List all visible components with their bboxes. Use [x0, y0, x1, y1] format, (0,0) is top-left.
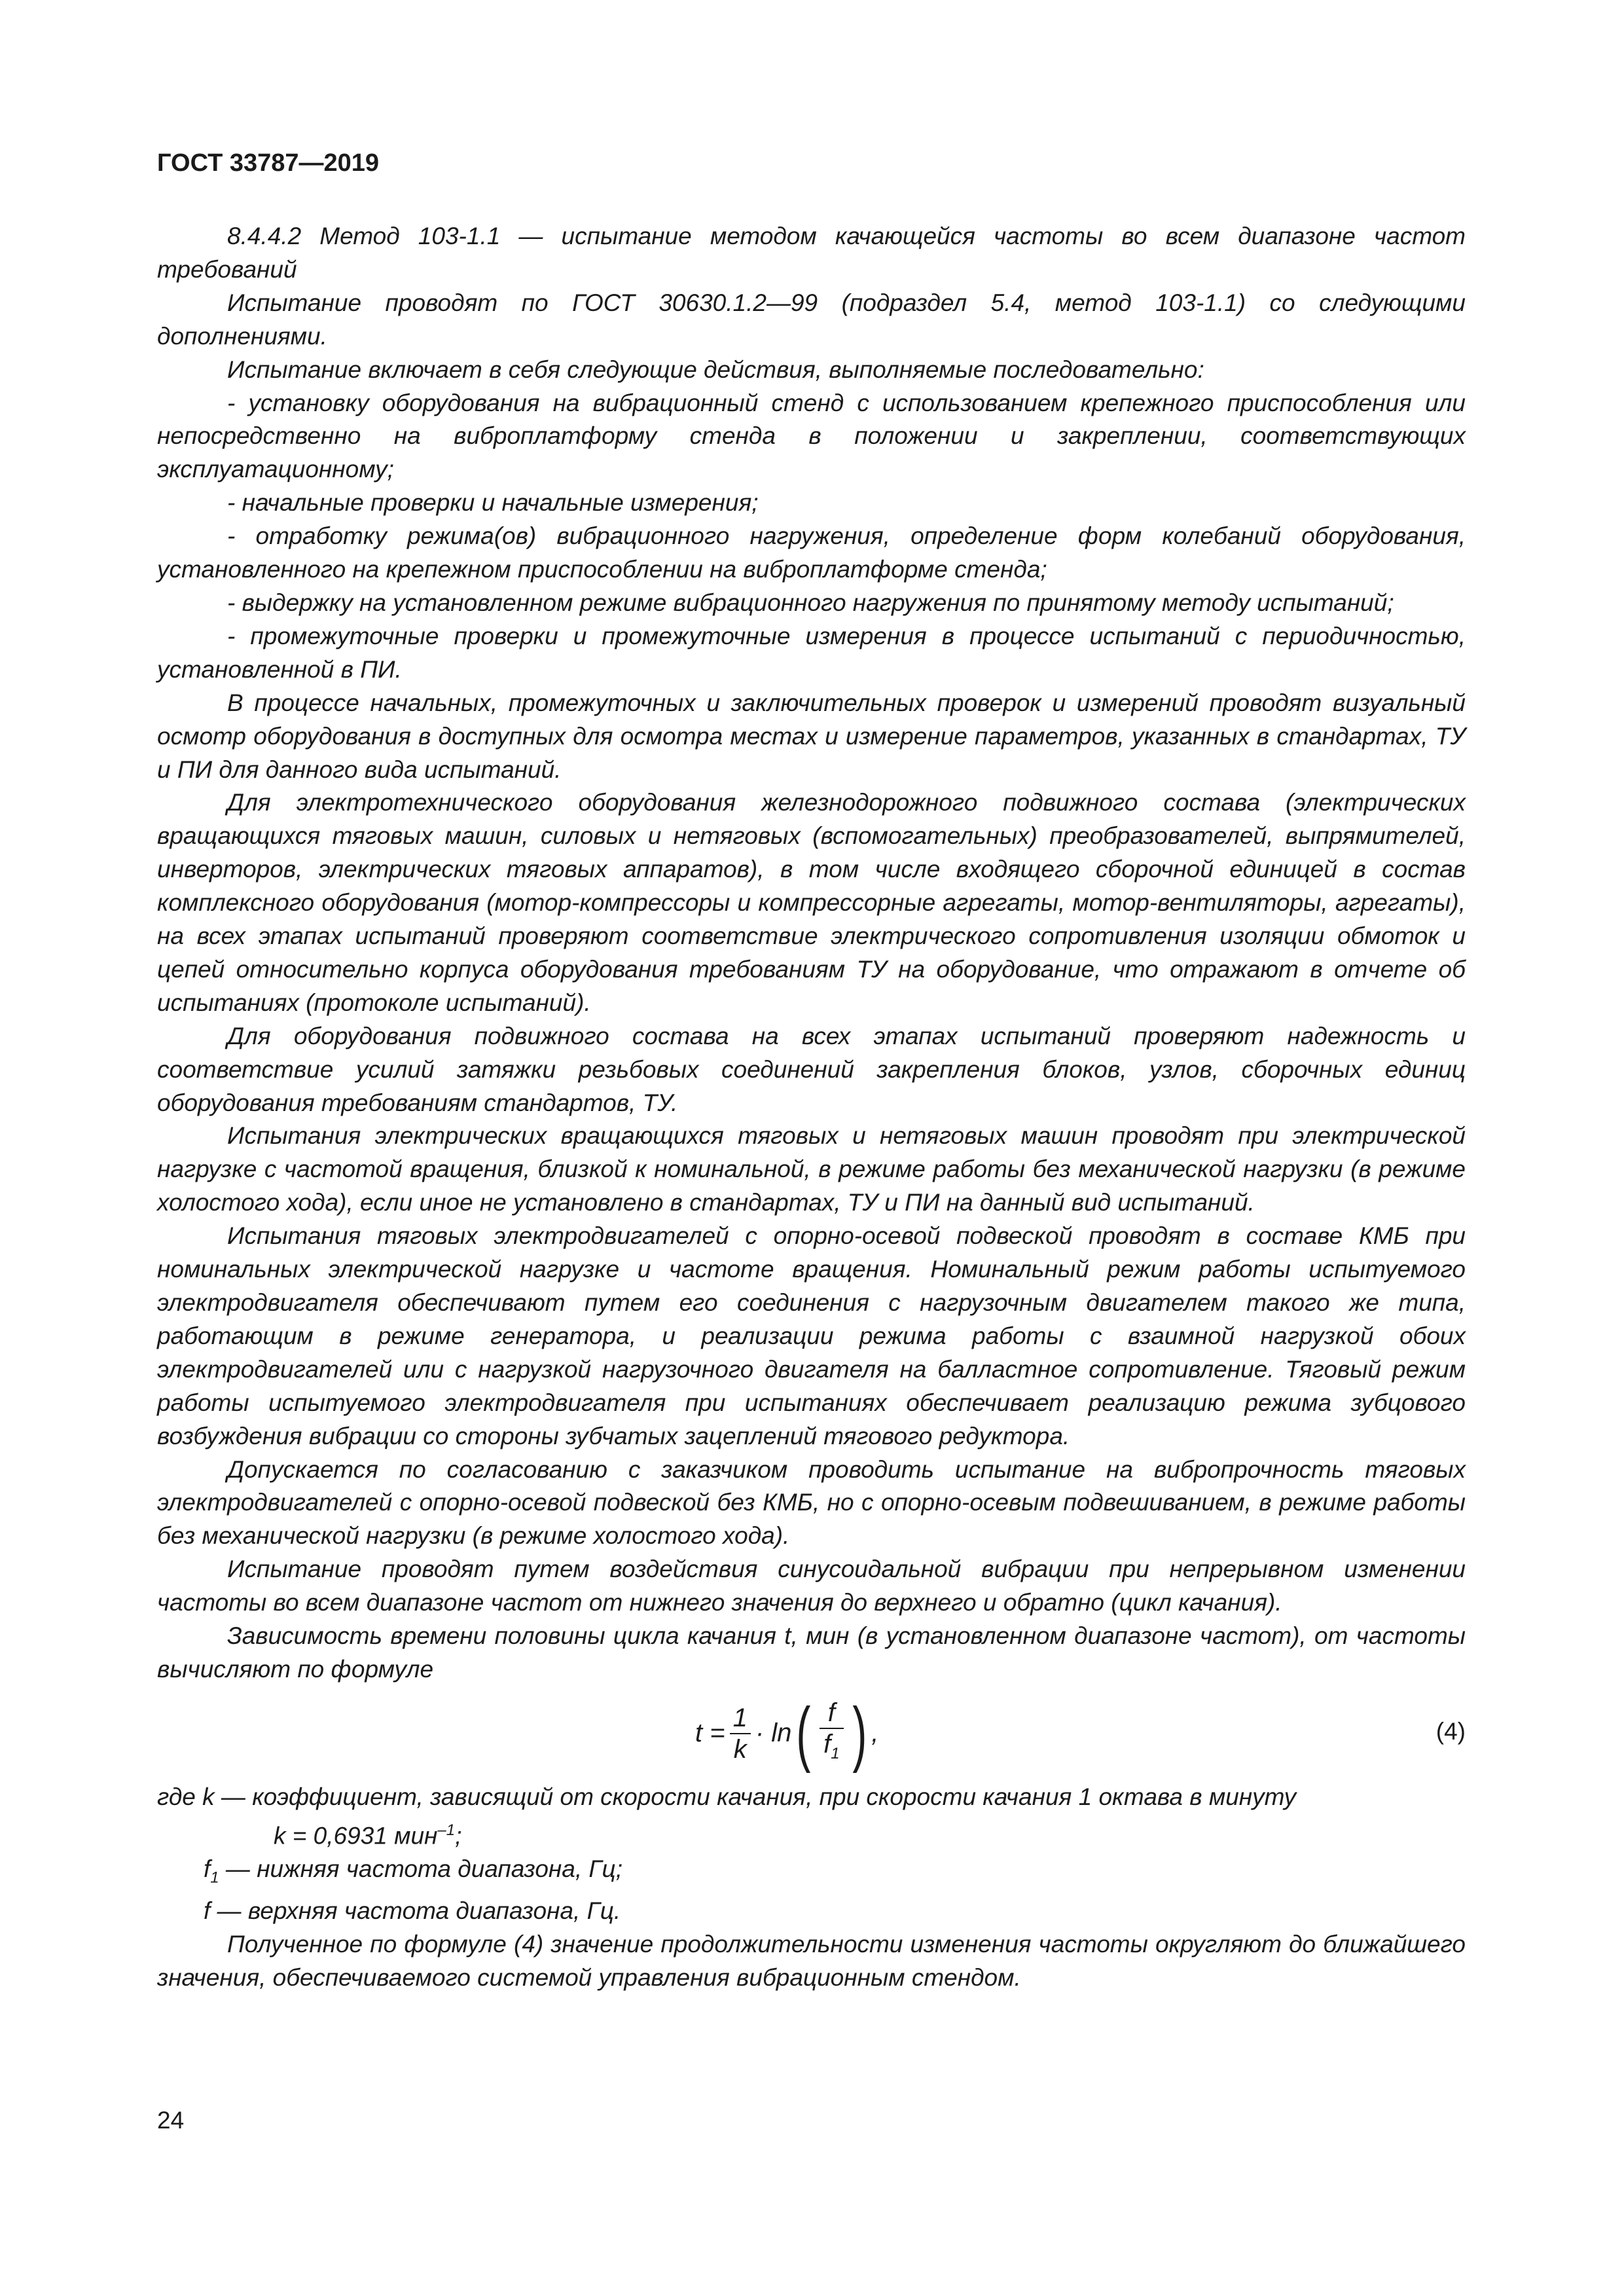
paragraph: Испытание включает в себя следующие действия, выполняемые последовательно:	[227, 355, 1204, 383]
fraction-denominator: $f_1$	[820, 1728, 843, 1769]
fraction-numerator: 1	[732, 1703, 748, 1732]
equation-number: (4)	[1435, 1717, 1466, 1745]
paragraph: Испытание проводят путем воздействия синусоидальной вибрации при непрерывном изменении частоты во всем диапазоне частот от нижнего значения до верхнего и обратно (цикл качания).	[157, 1556, 1466, 1616]
formula-block	[157, 1686, 1466, 1781]
fraction-numerator: f	[827, 1698, 835, 1728]
paragraph: Для оборудования подвижного состава на всех этапах испытаний проверяют надежность и соответствие усилий затяжки резьбовых соединений закрепления блоков, узлов, сборочных единиц оборудования требованиям стандартов, ТУ.	[157, 1022, 1466, 1116]
paragraph: Для электротехнического оборудования железнодорожного подвижного состава (электрических вращающихся тяговых машин, силовых и нетяговых (вспомогательных) преобразователей, выпрямителей, инверторов, электрических тяговых аппаратов), в том числе входящего сборочной единицей в состав комплексного оборудования (мотор-компрессоры и компрессорные агрегаты, мотор-вентиляторы, агрегаты), на всех этапах испытаний проверяют соответствие электрического сопротивления изоляции обмоток и цепей относительно корпуса оборудования требованиям ТУ на оборудование, что отражают в отчете об испытаниях (протоколе испытаний).	[157, 789, 1466, 1016]
paragraph: Испытания электрических вращающихся тяговых и нетяговых машин проводят при электрической нагрузке с частотой вращения, близкой к номинальной, в режиме работы без механической нагрузки (в режиме холостого хода), если иное не установлено в стандартах, ТУ и ПИ на данный вид испытаний.	[157, 1122, 1466, 1216]
paragraph: Полученное по формуле (4) значение продолжительности изменения частоты округляют до ближайшего значения, обеспечиваемого системой управления вибрационным стендом.	[157, 1931, 1466, 1992]
list-item: - промежуточные проверки и промежуточные измерения в процессе испытаний с периодичностью, установленной в ПИ.	[157, 622, 1466, 683]
paragraph: Испытания тяговых электродвигателей с опорно-осевой подвеской проводят в составе КМБ при номинальных электрической нагрузке и частоте вращения. Номинальный режим работы испытуемого электродвигателя обеспечивают путем его соединения с нагрузочным двигателем такого же типа, работающим в режиме генератора, и реализации режима работы с взаимной нагрузкой обоих электродвигателей или с нагрузкой нагрузочного двигателя на балластное сопротивление. Тяговый режим работы испытуемого электродвигателя при испытаниях обеспечивает реализацию режима зубцового возбуждения вибрации со стороны зубчатых зацеплений тягового редуктора.	[157, 1222, 1466, 1449]
paragraph: Испытание проводят по ГОСТ 30630.1.2—99 (подраздел 5.4, метод 103-1.1) со следующими дополнениями.	[157, 289, 1466, 350]
ln-operator: · ln	[755, 1719, 792, 1748]
document-header: ГОСТ 33787—2019	[157, 149, 380, 177]
definition-f: f — верхняя частота диапазона, Гц.	[204, 1897, 621, 1925]
paragraph: Допускается по согласованию с заказчиком проводить испытание на вибропрочность тяговых электродвигателей с опорно-осевой подвеской без КМБ, но с опорно-осевым подвешиванием, в режиме работы без механической нагрузки (в режиме холостого хода).	[157, 1455, 1466, 1550]
right-paren-icon: )	[852, 1692, 867, 1774]
fraction-one-over-k	[729, 1703, 751, 1764]
definition-f1: $f_1$ — нижняя частота диапазона, Гц;	[204, 1855, 623, 1887]
page-number: 24	[157, 2107, 185, 2134]
fraction-f-over-f1	[820, 1698, 843, 1769]
formula-comma: ,	[871, 1719, 879, 1748]
paragraph: В процессе начальных, промежуточных и заключительных проверок и измерений проводят визуальный осмотр оборудования в доступных для осмотра местах и измерение параметров, указанных в стандартах, ТУ и ПИ для данного вида испытаний.	[157, 689, 1466, 783]
left-paren-icon: (	[796, 1692, 811, 1774]
list-item: - установку оборудования на вибрационный стенд с использованием крепежного приспособления или непосредственно на виброплатформу стенда в положении и закреплении, соответствующих эксплуатационному;	[157, 389, 1466, 483]
fraction-denominator: k	[730, 1733, 751, 1764]
list-item: - отработку режима(ов) вибрационного нагружения, определение форм колебаний оборудования, установленного на крепежном приспособлении на виброплатформе стенда;	[157, 522, 1466, 583]
where-line: где k — коэффициент, зависящий от скорости качания, при скорости качания 1 октава в минуту	[157, 1783, 1297, 1810]
page-body	[157, 220, 1466, 1995]
formula-lhs: t =	[695, 1719, 725, 1748]
list-item: - начальные проверки и начальные измерения;	[227, 489, 759, 517]
list-item: - выдержку на установленном режиме вибрационного нагружения по принятому методу испытаний;	[227, 589, 1394, 616]
where-k-value: k = 0,6931 мин$^{-1}$;	[274, 1821, 462, 1850]
paragraph: Зависимость времени половины цикла качания t, мин (в установленном диапазоне частот), от частоты вычисляют по формуле	[157, 1622, 1466, 1683]
section-heading-paragraph: 8.4.4.2 Метод 103-1.1 — испытание методом качающейся частоты во всем диапазоне частот требований	[157, 223, 1466, 283]
formula	[695, 1688, 878, 1779]
